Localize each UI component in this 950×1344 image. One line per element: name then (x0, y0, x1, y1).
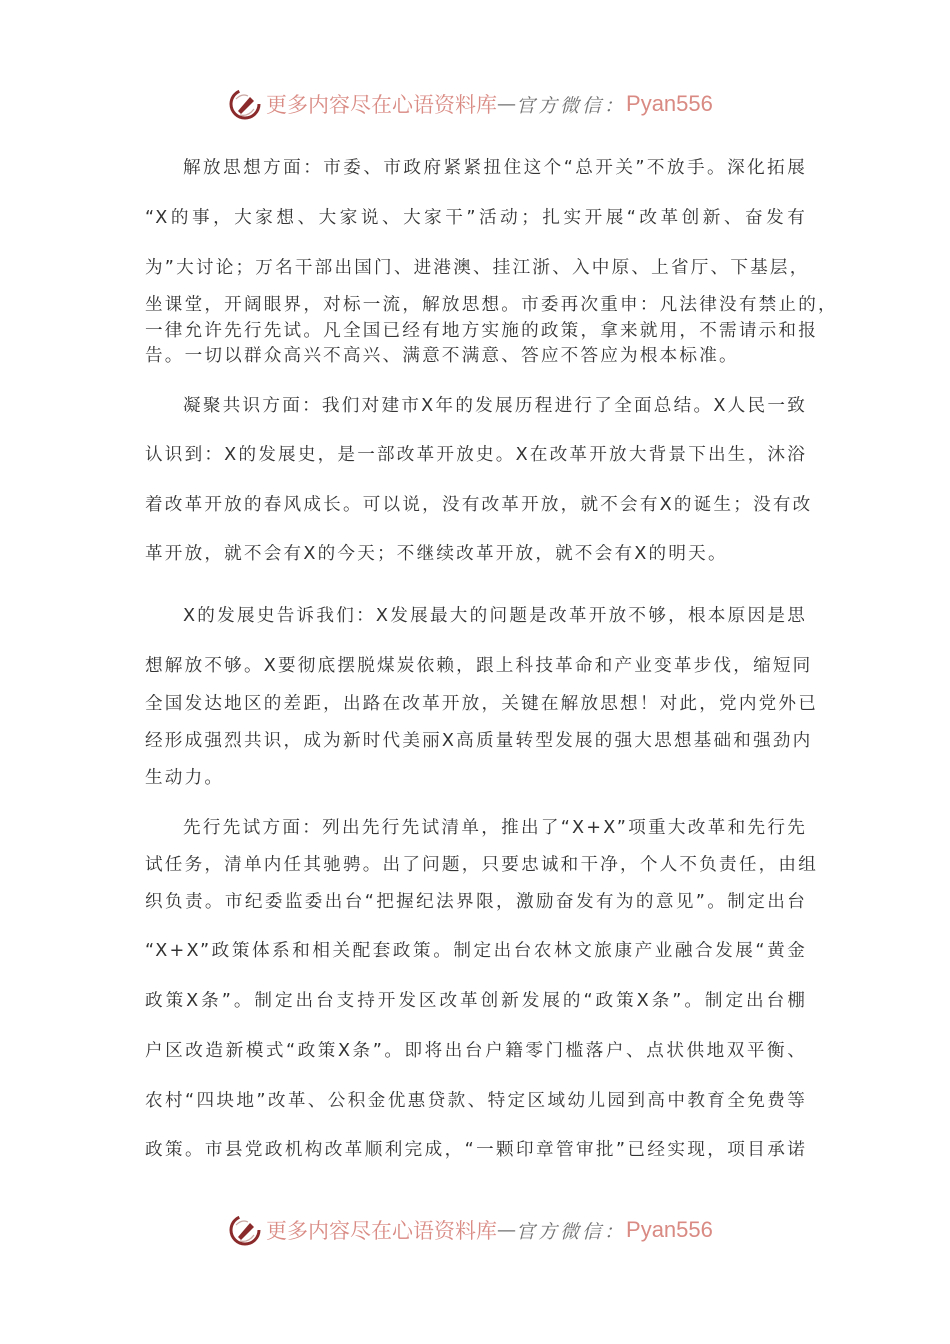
text-line: “X的事，大家想、大家说、大家干”活动；扎实开展“改革创新、奋发有 (145, 208, 807, 228)
text-line: 告。一切以群众高兴不高兴、满意不满意、答应不答应为根本标准。 (145, 346, 739, 366)
text-line: 户区改造新模式“政策X条”。即将出台户籍零门槛落户、点状供地双平衡、 (145, 1041, 807, 1061)
text-line: 坐课堂，开阔眼界，对标一流，解放思想。市委再次重申：凡法律没有禁止的， (145, 295, 838, 315)
text-line: X的发展史告诉我们：X发展最大的问题是改革开放不够，根本原因是思 (183, 606, 807, 626)
banner-dash: — (497, 1219, 516, 1241)
header-banner (228, 84, 713, 124)
text-line: 织负责。市纪委监委出台“把握纪法界限，激励奋发有为的意见”。制定出台 (145, 892, 807, 912)
banner-wechat-id: Pyan556 (626, 1217, 713, 1242)
banner-wechat-label: 官方微信： (516, 1220, 627, 1243)
banner-dash: — (497, 93, 516, 115)
text-line: “X+X”政策体系和相关配套政策。制定出台农林文旅康产业融合发展“黄金 (145, 941, 807, 961)
banner-main-text: 更多内容尽在心语资料库 (266, 93, 497, 117)
text-line: 全国发达地区的差距，出路在改革开放，关键在解放思想！对此，党内党外已 (145, 694, 818, 714)
text-line: 凝聚共识方面：我们对建市X年的发展历程进行了全面总结。X人民一致 (183, 396, 807, 416)
banner-wechat-label: 官方微信： (516, 94, 627, 117)
text-line: 革开放，就不会有X的今天；不继续改革开放，就不会有X的明天。 (145, 544, 728, 564)
text-line: 先行先试方面：列出先行先试清单，推出了“X+X”项重大改革和先行先 (183, 818, 807, 838)
pen-nib-logo-icon (228, 87, 262, 121)
text-line: 经形成强烈共识，成为新时代美丽X高质量转型发展的强大思想基础和强劲内 (145, 731, 813, 751)
text-line: 生动力。 (145, 768, 225, 788)
text-line: 一律允许先行先试。凡全国已经有地方实施的政策，拿来就用，不需请示和报 (145, 321, 818, 341)
text-line: 着改革开放的春风成长。可以说，没有改革开放，就不会有X的诞生；没有改 (145, 495, 813, 515)
footer-banner (228, 1210, 713, 1250)
text-line: 为”大讨论；万名干部出国门、进港澳、挂江浙、入中原、上省厅、下基层， (145, 258, 810, 278)
text-line: 农村“四块地”改革、公积金优惠贷款、特定区域幼儿园到高中教育全免费等 (145, 1091, 807, 1111)
banner-wechat-id: Pyan556 (626, 91, 713, 116)
text-line: 认识到：X的发展史，是一部改革开放史。X在改革开放大背景下出生，沐浴 (145, 445, 807, 465)
banner-main-text: 更多内容尽在心语资料库 (266, 1219, 497, 1243)
text-line: 试任务，清单内任其驰骋。出了问题，只要忠诚和干净，个人不负责任，由组 (145, 855, 818, 875)
text-line: 政策X条”。制定出台支持开发区改革创新发展的“政策X条”。制定出台棚 (145, 991, 807, 1011)
pen-nib-logo-icon (228, 1213, 262, 1247)
text-line: 解放思想方面：市委、市政府紧紧扭住这个“总开关”不放手。深化拓展 (183, 158, 807, 178)
text-line: 政策。市县党政机构改革顺利完成，“一颗印章管审批”已经实现，项目承诺 (145, 1140, 807, 1160)
text-line: 想解放不够。X要彻底摆脱煤炭依赖，跟上科技革命和产业变革步伐，缩短同 (145, 656, 813, 676)
